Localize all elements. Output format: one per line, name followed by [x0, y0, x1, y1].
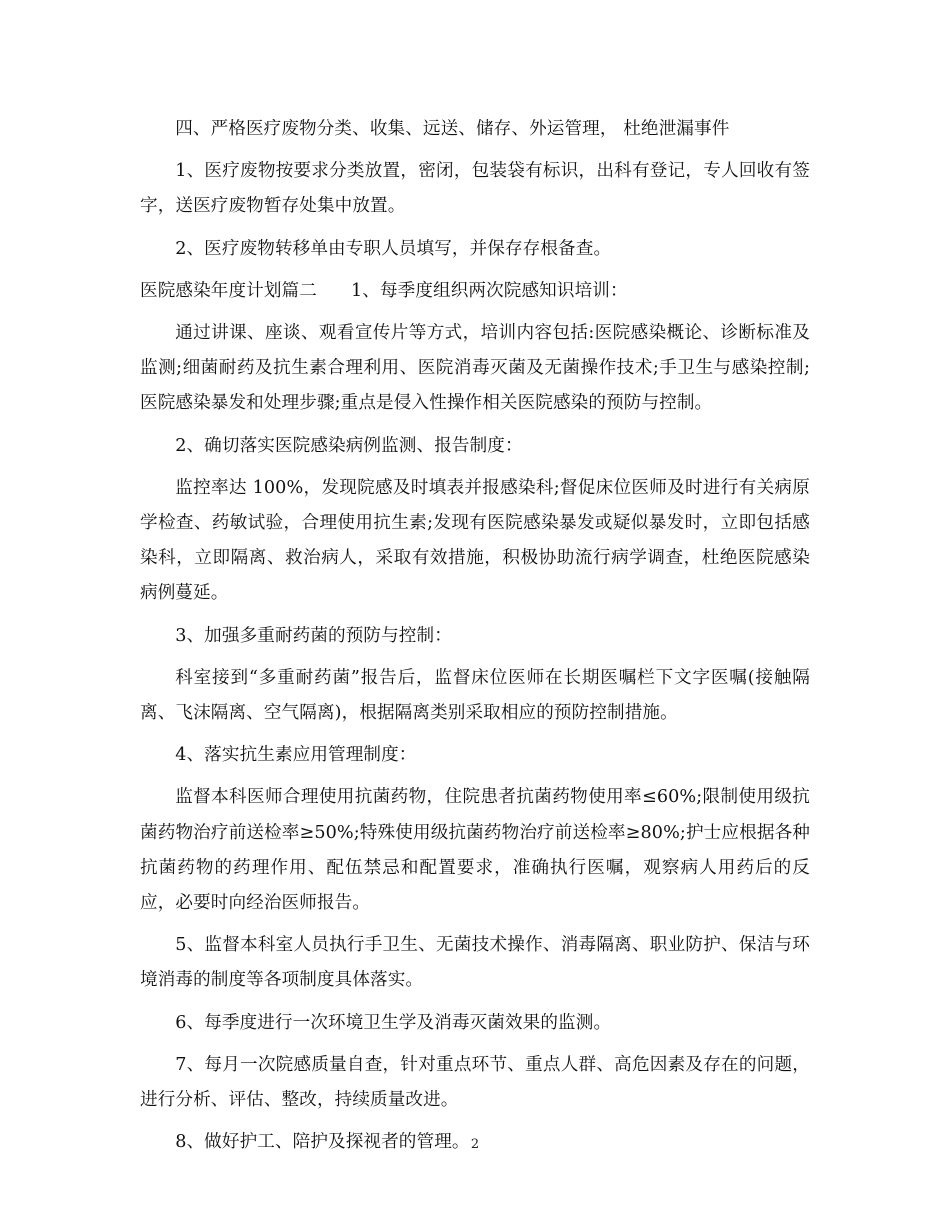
paragraph-item-2-transfer-form: 2、医疗废物转移单由专职人员填写，并保存存根备查。 — [175, 238, 612, 259]
plan-first-item: 1、每季度组织两次院感知识培训： — [350, 280, 628, 301]
document-body — [140, 112, 810, 1167]
paragraph-item-2-monitoring: 2、确切落实医院感染病例监测、报告制度： — [175, 435, 523, 456]
paragraph-section-four: 四、严格医疗废物分类、收集、远送、储存、外运管理， 杜绝泄漏事件 — [175, 119, 730, 139]
paragraph-item-3-mdro: 3、加强多重耐药菌的预防与控制： — [175, 625, 452, 646]
paragraph-item-1-waste-sorting: 1、医疗废物按要求分类放置，密闭，包装袋有标识，出科有登记，专人回收有签字，送医疗废物暂存处集中放置。 — [140, 161, 810, 217]
paragraph-item-8-visitor-management: 8、做好护工、陪护及探视者的管理。 — [175, 1132, 470, 1153]
paragraph-monitoring-details: 监控率达 100%，发现院感及时填表并报感染科;督促床位医师及时进行有关病原学检查、药敏试验，合理使用抗生素;发现有医院感染暴发或疑似暴发时，立即包括感染科，立即隔离、救治病人，采取有效措施，积极协助流行病学调查，杜绝医院感染病例蔓延。 — [140, 477, 810, 604]
paragraph-mdro-details: 科室接到“多重耐药菌”报告后，监督床位医师在长期医嘱栏下文字医嘱(接触隔离、飞沫隔离、空气隔离)，根据隔离类别采取相应的预防控制措施。 — [140, 667, 810, 724]
paragraph-item-7-monthly-audit: 7、每月一次院感质量自查，针对重点环节、重点人群、高危因素及存在的问题，进行分析、评估、整改，持续质量改进。 — [140, 1054, 810, 1111]
paragraph-plan-part-two — [140, 274, 810, 309]
paragraph-antibiotics-details: 监督本科医师合理使用抗菌药物，住院患者抗菌药物使用率≤60%;限制使用级抗菌药物治疗前送检率≥50%;特殊使用级抗菌药物治疗前送检率≥80%;护士应根据各种抗菌药物的药理作用、配伍禁忌和配置要求，准确执行医嘱，观察病人用药后的反应，必要时向经治医师报告。 — [140, 787, 810, 914]
page-number: 2 — [470, 1137, 480, 1152]
plan-title: 医院感染年度计划篇二 — [140, 280, 317, 301]
paragraph-training-content: 通过讲课、座谈、观看宣传片等方式，培训内容包括:医院感染概论、诊断标准及监测;细菌耐药及抗生素合理利用、医院消毒灭菌及无菌操作技术;手卫生与感染控制;医院感染暴发和处理步骤;重点是侵入性操作相关医院感染的预防与控制。 — [140, 323, 810, 414]
paragraph-item-4-antibiotics: 4、落实抗生素应用管理制度： — [175, 745, 417, 766]
paragraph-item-6-quarterly-check: 6、每季度进行一次环境卫生学及消毒灭菌效果的监测。 — [175, 1012, 612, 1033]
paragraph-item-5-supervision: 5、监督本科室人员执行手卫生、无菌技术操作、消毒隔离、职业防护、保洁与环境消毒的制度等各项制度具体落实。 — [140, 935, 810, 991]
